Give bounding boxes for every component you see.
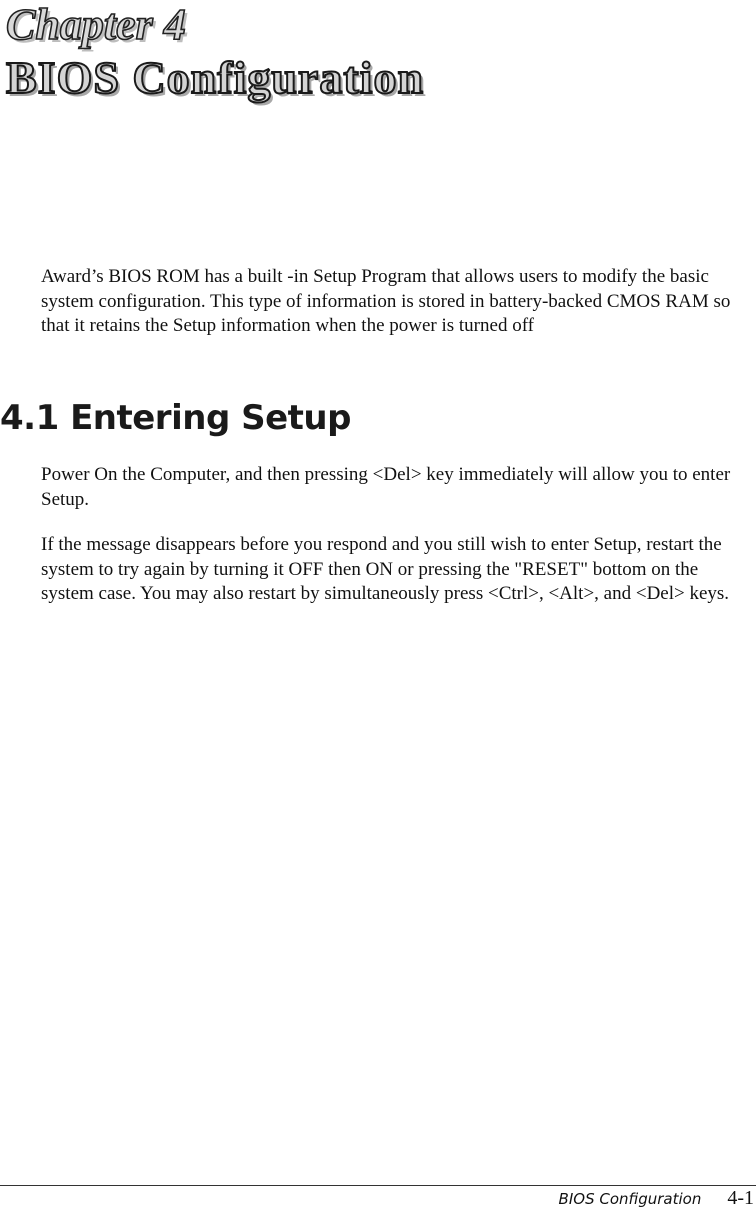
footer-divider xyxy=(0,1185,756,1186)
section-heading-entering-setup: 4.1 Entering Setup xyxy=(0,398,351,438)
footer-section-label: BIOS Configuration xyxy=(558,1190,702,1208)
page-footer xyxy=(559,1187,754,1209)
entering-setup-paragraph-2: If the message disappears before you respond and you still wish to enter Setup, restart the system to try again by turning it OFF then ON or pressing the "RESET" bottom on the system case. You may also restart by simultaneously press <Ctrl>, <Alt>, and <Del> keys. xyxy=(41,534,730,604)
chapter-title: BIOS Configuration xyxy=(6,52,425,103)
entering-setup-paragraph-1: Power On the Computer, and then pressing <Del> key immediately will allow you to enter Setup. xyxy=(41,464,731,510)
footer-page-number: 4-1 xyxy=(727,1187,754,1209)
chapter-label: Chapter 4 xyxy=(6,0,186,49)
intro-paragraph: Award’s BIOS ROM has a built -in Setup Program that allows users to modify the basic system configuration. This type of information is stored in battery-backed CMOS RAM so that it retains the Setup information when the power is turned off xyxy=(41,266,731,336)
